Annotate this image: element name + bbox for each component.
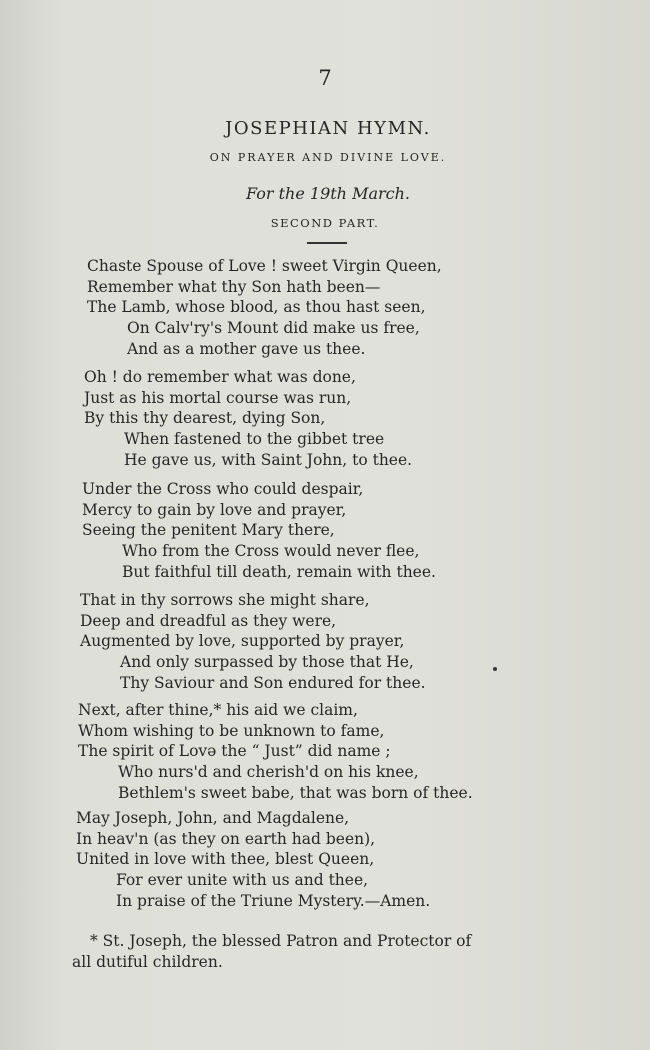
verse-line: And only surpassed by those that He, <box>120 653 414 672</box>
verse-line: Bethlem's sweet babe, that was born of thee. <box>118 783 473 802</box>
stanza-3 <box>82 479 562 582</box>
verse-line: Remember what thy Son hath been— <box>87 277 381 296</box>
verse-line: Oh ! do remember what was done, <box>84 368 356 386</box>
ink-speck <box>493 667 497 671</box>
verse-line: Thy Saviour and Son endured for thee. <box>120 673 426 692</box>
footnote-line: all dutiful children. <box>72 952 223 971</box>
page-number: 7 <box>318 66 332 90</box>
stanza-5 <box>78 700 558 803</box>
stanza-4 <box>80 590 560 693</box>
verse-line: The Lamb, whose blood, as thou hast seen, <box>87 298 426 317</box>
verse-line: He gave us, with Saint John, to thee. <box>124 450 413 469</box>
verse-line: Chaste Spouse of Love ! sweet Virgin Queen, <box>87 257 442 275</box>
hymn-subtitle: ON PRAYER AND DIVINE LOVE. <box>209 151 447 164</box>
verse-line: For ever unite with us and thee, <box>116 871 369 890</box>
verse-line: Who from the Cross would never flee, <box>122 542 420 561</box>
verse-line: In heav'n (as they on earth had been), <box>76 829 376 848</box>
verse-line: May Joseph, John, and Magdalene, <box>76 809 350 827</box>
verse-line: Under the Cross who could despair, <box>82 480 364 498</box>
verse-line: Seeing the penitent Mary there, <box>82 521 335 540</box>
verse-line: Whom wishing to be unknown to fame, <box>78 721 385 740</box>
verse-line: Mercy to gain by love and prayer, <box>82 500 347 519</box>
verse-line: On Calv'ry's Mount did make us free, <box>127 319 420 338</box>
stanza-6 <box>76 808 556 911</box>
verse-line: Just as his mortal course was run, <box>84 388 352 407</box>
verse-line: By this thy dearest, dying Son, <box>84 409 326 428</box>
verse-line: But faithful till death, remain with thee. <box>122 562 436 581</box>
verse-line: That in thy sorrows she might share, <box>80 591 370 609</box>
verse-line: Next, after thine,* his aid we claim, <box>78 701 358 719</box>
stanza-1 <box>87 256 567 359</box>
verse-line: When fastened to the gibbet tree <box>124 430 385 449</box>
part-heading: SECOND PART. <box>270 216 380 230</box>
verse-line: The spirit of Lovə the “ Just” did name ; <box>78 742 391 761</box>
verse-line: United in love with thee, blest Queen, <box>76 850 375 869</box>
stanza-2 <box>84 367 564 470</box>
verse-line: And as a mother gave us thee. <box>127 339 366 358</box>
verse-line: Deep and dreadful as they were, <box>80 611 337 630</box>
footnote-line: * St. Joseph, the blessed Patron and Protector of <box>90 932 472 950</box>
hymn-title: JOSEPHIAN HYMN. <box>225 118 431 139</box>
verse-line: In praise of the Triune Mystery.—Amen. <box>116 891 431 910</box>
title-rule <box>307 242 347 244</box>
verse-line: Augmented by love, supported by prayer, <box>80 632 405 651</box>
footnote <box>72 931 572 972</box>
verse-line: Who nurs'd and cherish'd on his knee, <box>118 763 419 782</box>
date-line: For the 19th March. <box>246 184 410 203</box>
